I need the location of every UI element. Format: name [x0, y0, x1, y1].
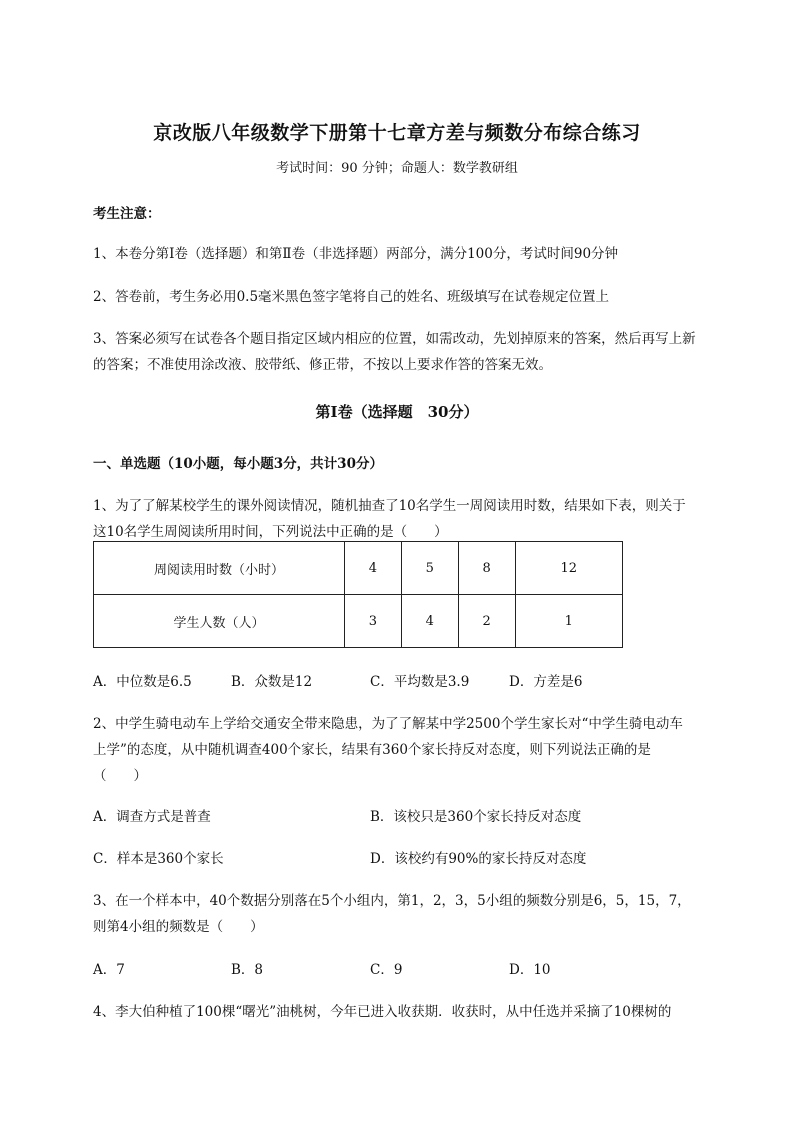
table-cell: 12 [515, 542, 622, 595]
q2-line-1: 2、中学生骑电动车上学给交通安全带来隐患，为了了解某中学2500个学生家长对“中学生骑电动车 [93, 716, 683, 732]
table-cell: 4 [345, 542, 402, 595]
table-cell: 5 [401, 542, 458, 595]
q3-option-c[interactable]: C．9 [370, 962, 403, 978]
q1-line-2: 这10名学生周阅读所用时间，下列说法中正确的是（ ） [93, 524, 448, 540]
q3-option-d[interactable]: D．10 [509, 962, 551, 978]
q3-line-1: 3、在一个样本中，40个数据分别落在5个小组内，第1，2，3，5小组的频数分别是6，5，15，7， [93, 893, 691, 909]
notice-item-3: 3、答案必须写在试卷各个题目指定区域内相应的位置，如需改动，先划掉原来的答案，然后再写上新 [93, 331, 696, 347]
table-cell: 周阅读用时数（小时） [94, 542, 345, 595]
q2-option-c[interactable]: C．样本是360个家长 [93, 851, 224, 867]
table-cell: 8 [458, 542, 515, 595]
q3-option-a[interactable]: A．7 [93, 962, 125, 978]
table-cell: 3 [345, 595, 402, 648]
part-title: 一、单选题（10小题，每小题3分，共计30分） [93, 456, 383, 472]
table-cell: 1 [515, 595, 622, 648]
q3-line-2: 则第4小组的频数是（ ） [93, 919, 264, 935]
q2-line-3: （ ） [93, 768, 147, 784]
q2-option-b[interactable]: B．该校只是360个家长持反对态度 [370, 809, 582, 825]
notice-heading: 考生注意： [93, 206, 161, 222]
q1-data-table [93, 541, 623, 648]
q4-line-1: 4、李大伯种植了100棵“曙光”油桃树，今年已进入收获期．收获时，从中任选并采摘了10棵树的 [93, 1004, 672, 1020]
table-row [94, 542, 623, 595]
page-title: 京改版八年级数学下册第十七章方差与频数分布综合练习 [153, 122, 641, 144]
q2-line-2: 上学”的态度，从中随机调查400个家长，结果有360个家长持反对态度，则下列说法正确的是 [93, 742, 651, 758]
section-title: 第Ⅰ卷（选择题 30分） [315, 403, 479, 421]
q1-option-d[interactable]: D．方差是6 [509, 674, 583, 690]
notice-item-1: 1、本卷分第Ⅰ卷（选择题）和第Ⅱ卷（非选择题）两部分，满分100分，考试时间90分钟 [93, 246, 619, 262]
exam-info: 考试时间：90 分钟；命题人：数学教研组 [276, 161, 518, 176]
table-cell: 2 [458, 595, 515, 648]
q1-line-1: 1、为了了解某校学生的课外阅读情况，随机抽查了10名学生一周阅读用时数，结果如下表，则关于 [93, 498, 686, 514]
q2-option-d[interactable]: D．该校约有90%的家长持反对态度 [370, 851, 587, 867]
table-cell: 4 [401, 595, 458, 648]
q3-option-b[interactable]: B．8 [231, 962, 264, 978]
q1-option-b[interactable]: B．众数是12 [231, 674, 313, 690]
q1-option-a[interactable]: A．中位数是6.5 [93, 674, 192, 690]
table-row [94, 595, 623, 648]
notice-item-2: 2、答卷前，考生务必用0.5毫米黑色签字笔将自己的姓名、班级填写在试卷规定位置上 [93, 289, 610, 305]
table-cell: 学生人数（人） [94, 595, 345, 648]
q1-option-c[interactable]: C．平均数是3.9 [370, 674, 470, 690]
notice-item-3-cont: 的答案；不准使用涂改液、胶带纸、修正带，不按以上要求作答的答案无效。 [93, 357, 552, 373]
q2-option-a[interactable]: A．调查方式是普查 [93, 809, 211, 825]
